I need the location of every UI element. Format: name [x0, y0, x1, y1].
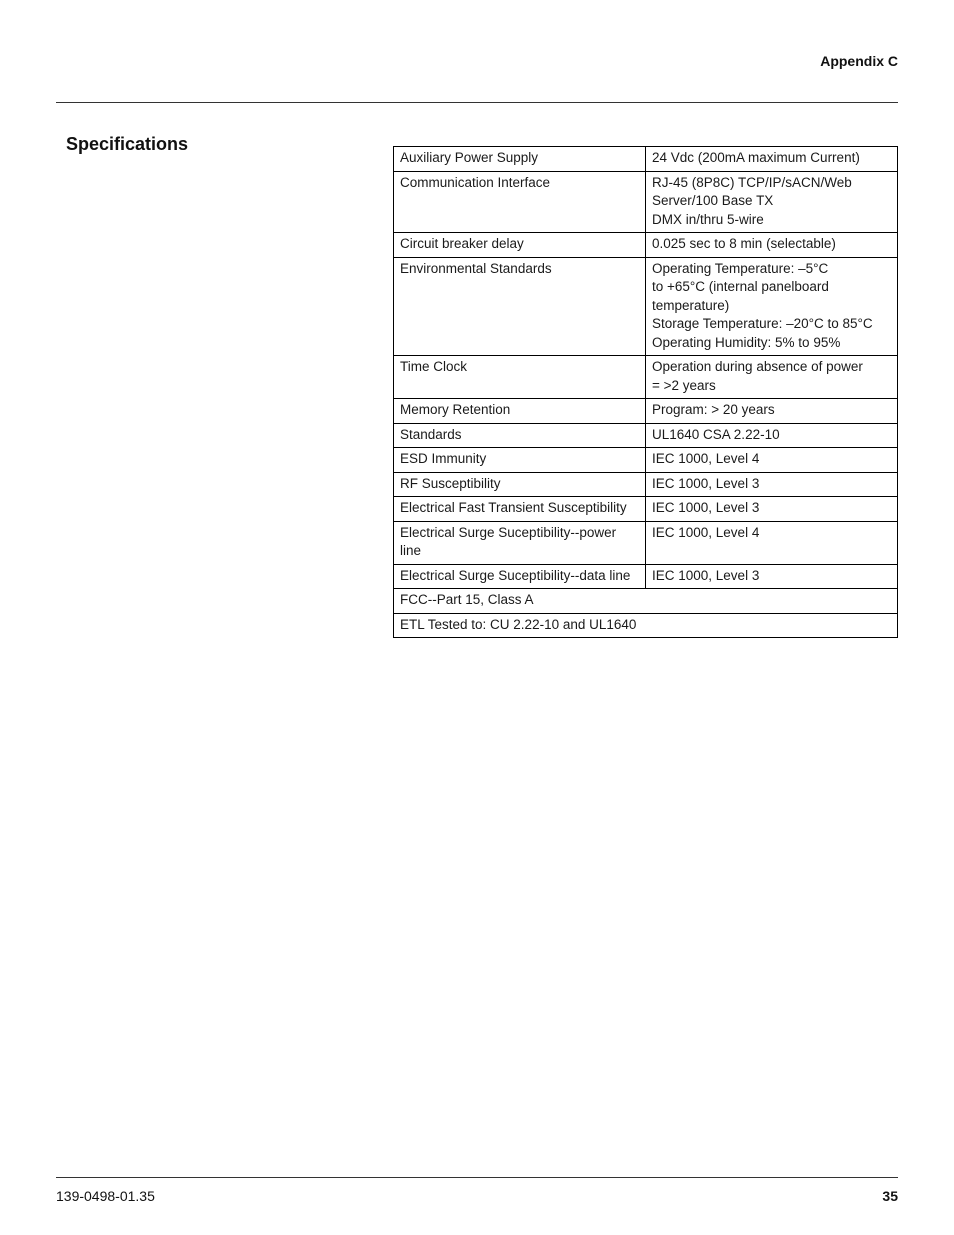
- spec-value-line: IEC 1000, Level 3: [652, 475, 760, 491]
- spec-value: [646, 472, 898, 497]
- table-row-full: [394, 589, 898, 614]
- spec-value: [646, 497, 898, 522]
- spec-label: RF Susceptibility: [394, 472, 646, 497]
- header-divider: [56, 102, 898, 103]
- spec-value-line: Operation during absence of power: [652, 359, 863, 374]
- table-row: [394, 356, 898, 399]
- spec-value-line: IEC 1000, Level 3: [652, 567, 760, 583]
- spec-label: ESD Immunity: [394, 448, 646, 473]
- spec-value-line: 24 Vdc (200mA maximum Current): [652, 150, 860, 165]
- footer-divider: [56, 1177, 898, 1178]
- spec-value-line: Server/100 Base TX: [652, 193, 774, 208]
- spec-label: Auxiliary Power Supply: [394, 147, 646, 172]
- spec-label: Time Clock: [394, 356, 646, 399]
- spec-value-line: to +65°C (internal panelboard: [652, 279, 829, 294]
- document-number: 139-0498-01.35: [56, 1188, 155, 1204]
- spec-value-line: Operating Humidity: 5% to 95%: [652, 334, 841, 350]
- spec-value-line: RJ-45 (8P8C) TCP/IP/sACN/Web: [652, 174, 852, 190]
- spec-value: [646, 423, 898, 448]
- spec-value-line: IEC 1000, Level 4: [652, 524, 760, 540]
- spec-value-line: Storage Temperature: –20°C to 85°C: [652, 316, 873, 331]
- spec-label: Environmental Standards: [394, 257, 646, 356]
- spec-value-line: = >2 years: [652, 377, 716, 393]
- table-row: [394, 564, 898, 589]
- spec-value: [646, 147, 898, 172]
- spec-value-line: UL1640 CSA 2.22-10: [652, 426, 780, 442]
- spec-value: [646, 399, 898, 424]
- spec-value: [646, 521, 898, 564]
- table-row: [394, 147, 898, 172]
- page-number: 35: [882, 1188, 898, 1204]
- spec-label: Electrical Surge Suceptibility--power line: [394, 521, 646, 564]
- spec-label: Communication Interface: [394, 171, 646, 233]
- spec-value-line: 0.025 sec to 8 min (selectable): [652, 236, 836, 251]
- spec-label: Electrical Surge Suceptibility--data line: [394, 564, 646, 589]
- spec-value-line: Operating Temperature: –5°C: [652, 260, 829, 276]
- spec-value: [646, 171, 898, 233]
- spec-value: [646, 233, 898, 258]
- spec-label: Memory Retention: [394, 399, 646, 424]
- spec-full-row-text: FCC--Part 15, Class A: [394, 589, 898, 614]
- table-row: [394, 423, 898, 448]
- table-row: [394, 257, 898, 356]
- table-row: [394, 497, 898, 522]
- spec-value-line: temperature): [652, 297, 730, 313]
- spec-full-row-text: ETL Tested to: CU 2.22-10 and UL1640: [394, 613, 898, 638]
- specifications-table: [393, 146, 898, 638]
- table-row-full: [394, 613, 898, 638]
- spec-label: Circuit breaker delay: [394, 233, 646, 258]
- spec-value: [646, 356, 898, 399]
- table-row: [394, 233, 898, 258]
- spec-value-line: Program: > 20 years: [652, 402, 775, 417]
- table-row: [394, 448, 898, 473]
- spec-value: [646, 448, 898, 473]
- spec-value-line: IEC 1000, Level 3: [652, 500, 760, 515]
- spec-value: [646, 257, 898, 356]
- spec-value: [646, 564, 898, 589]
- table-row: [394, 521, 898, 564]
- page-header-label: Appendix C: [820, 53, 898, 69]
- table-row: [394, 399, 898, 424]
- spec-value-line: DMX in/thru 5-wire: [652, 211, 764, 227]
- table-row: [394, 171, 898, 233]
- spec-value-line: IEC 1000, Level 4: [652, 451, 760, 466]
- spec-label: Standards: [394, 423, 646, 448]
- spec-label: Electrical Fast Transient Susceptibility: [394, 497, 646, 522]
- section-title: Specifications: [66, 134, 189, 154]
- table-row: [394, 472, 898, 497]
